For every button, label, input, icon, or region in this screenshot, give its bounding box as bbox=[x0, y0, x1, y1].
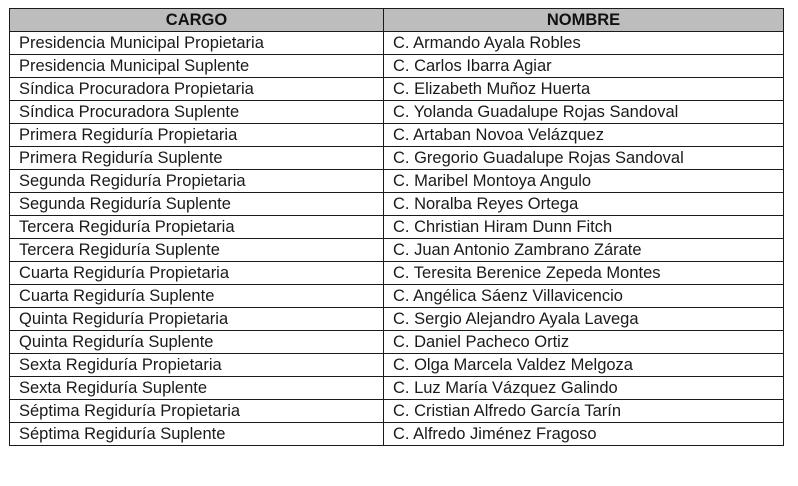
table-row bbox=[10, 124, 784, 147]
nombre-cell: C. Elizabeth Muñoz Huerta bbox=[384, 78, 784, 101]
table-row bbox=[10, 170, 784, 193]
cargo-cell: Primera Regiduría Suplente bbox=[10, 147, 384, 170]
officials-table-container bbox=[9, 8, 784, 446]
cargo-cell: Primera Regiduría Propietaria bbox=[10, 124, 384, 147]
header-cargo: CARGO bbox=[10, 9, 384, 32]
cargo-cell: Cuarta Regiduría Propietaria bbox=[10, 262, 384, 285]
nombre-cell: C. Teresita Berenice Zepeda Montes bbox=[384, 262, 784, 285]
table-row bbox=[10, 308, 784, 331]
nombre-cell: C. Gregorio Guadalupe Rojas Sandoval bbox=[384, 147, 784, 170]
cargo-cell: Síndica Procuradora Propietaria bbox=[10, 78, 384, 101]
nombre-cell: C. Carlos Ibarra Agiar bbox=[384, 55, 784, 78]
table-row bbox=[10, 193, 784, 216]
table-row bbox=[10, 400, 784, 423]
table-row bbox=[10, 147, 784, 170]
table-body bbox=[10, 32, 784, 446]
table-row bbox=[10, 216, 784, 239]
nombre-cell: C. Angélica Sáenz Villavicencio bbox=[384, 285, 784, 308]
nombre-cell: C. Olga Marcela Valdez Melgoza bbox=[384, 354, 784, 377]
table-row bbox=[10, 32, 784, 55]
cargo-cell: Sexta Regiduría Suplente bbox=[10, 377, 384, 400]
nombre-cell: C. Sergio Alejandro Ayala Lavega bbox=[384, 308, 784, 331]
cargo-cell: Segunda Regiduría Suplente bbox=[10, 193, 384, 216]
cargo-cell: Quinta Regiduría Suplente bbox=[10, 331, 384, 354]
nombre-cell: C. Cristian Alfredo García Tarín bbox=[384, 400, 784, 423]
table-row bbox=[10, 55, 784, 78]
table-header-row bbox=[10, 9, 784, 32]
cargo-cell: Síndica Procuradora Suplente bbox=[10, 101, 384, 124]
table-row bbox=[10, 285, 784, 308]
cargo-cell: Presidencia Municipal Propietaria bbox=[10, 32, 384, 55]
nombre-cell: C. Noralba Reyes Ortega bbox=[384, 193, 784, 216]
nombre-cell: C. Alfredo Jiménez Fragoso bbox=[384, 423, 784, 446]
nombre-cell: C. Yolanda Guadalupe Rojas Sandoval bbox=[384, 101, 784, 124]
cargo-cell: Séptima Regiduría Suplente bbox=[10, 423, 384, 446]
header-nombre: NOMBRE bbox=[384, 9, 784, 32]
cargo-cell: Quinta Regiduría Propietaria bbox=[10, 308, 384, 331]
table-row bbox=[10, 377, 784, 400]
cargo-cell: Tercera Regiduría Suplente bbox=[10, 239, 384, 262]
table-row bbox=[10, 331, 784, 354]
table-row bbox=[10, 354, 784, 377]
nombre-cell: C. Luz María Vázquez Galindo bbox=[384, 377, 784, 400]
cargo-cell: Séptima Regiduría Propietaria bbox=[10, 400, 384, 423]
table-row bbox=[10, 423, 784, 446]
table-row bbox=[10, 101, 784, 124]
nombre-cell: C. Maribel Montoya Angulo bbox=[384, 170, 784, 193]
table-row bbox=[10, 78, 784, 101]
table-row bbox=[10, 239, 784, 262]
cargo-cell: Sexta Regiduría Propietaria bbox=[10, 354, 384, 377]
nombre-cell: C. Armando Ayala Robles bbox=[384, 32, 784, 55]
nombre-cell: C. Juan Antonio Zambrano Zárate bbox=[384, 239, 784, 262]
nombre-cell: C. Christian Hiram Dunn Fitch bbox=[384, 216, 784, 239]
nombre-cell: C. Daniel Pacheco Ortiz bbox=[384, 331, 784, 354]
cargo-cell: Presidencia Municipal Suplente bbox=[10, 55, 384, 78]
cargo-cell: Tercera Regiduría Propietaria bbox=[10, 216, 384, 239]
cargo-cell: Segunda Regiduría Propietaria bbox=[10, 170, 384, 193]
officials-table bbox=[9, 8, 784, 446]
cargo-cell: Cuarta Regiduría Suplente bbox=[10, 285, 384, 308]
table-row bbox=[10, 262, 784, 285]
nombre-cell: C. Artaban Novoa Velázquez bbox=[384, 124, 784, 147]
